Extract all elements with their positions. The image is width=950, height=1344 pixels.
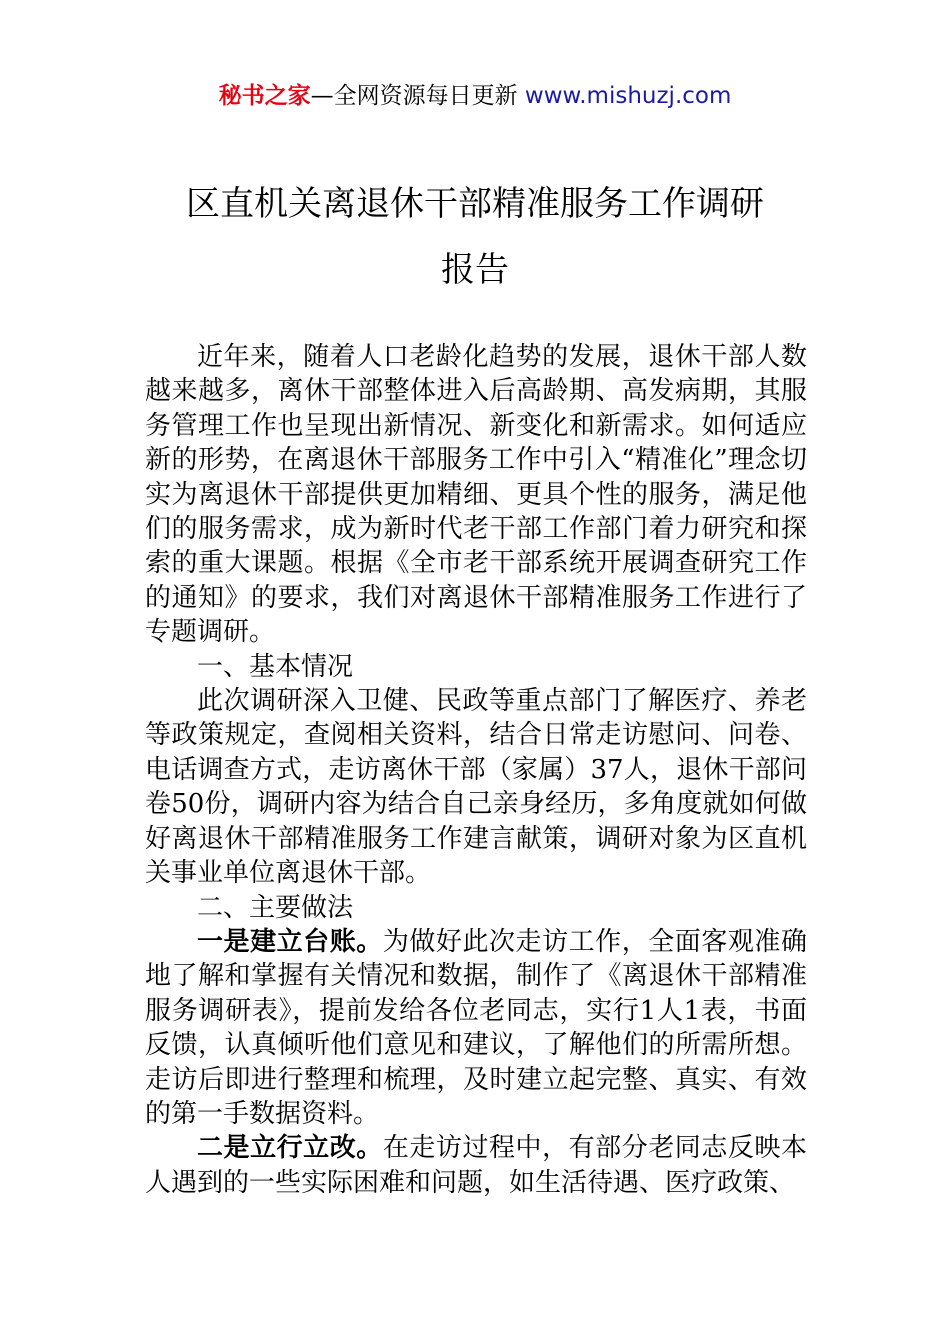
practice-point-2-lead: 二是立行立改。 — [197, 1133, 383, 1164]
document-body — [145, 340, 807, 1200]
header-brand: 秘书之家 — [218, 83, 311, 109]
site-header — [0, 80, 950, 112]
practice-point-1 — [145, 925, 807, 1131]
practice-point-2-text: 在走访过程中，有部分老同志反映本人遇到的一些实际困难和问题，如生活待遇、医疗政策、 — [145, 1133, 807, 1198]
section-heading-basic-situation: 一、基本情况 — [197, 651, 354, 682]
practice-point-2 — [145, 1131, 807, 1200]
document-title-line-2: 报告 — [441, 250, 509, 290]
section-heading-main-practices: 二、主要做法 — [197, 892, 354, 923]
header-tagline: —全网资源每日更新 — [310, 83, 518, 109]
basic-situation-paragraph: 此次调研深入卫健、民政等重点部门了解医疗、养老等政策规定，查阅相关资料，结合日常走访慰问、问卷、电话调查方式，走访离休干部（家属）37人，退休干部问卷50份，调研内容为结合自己亲身经历，多角度就如何做好离退休干部精准服务工作建言献策，调研对象为区直机关事业单位离退休干部。 — [145, 686, 807, 889]
document-title-line-1: 区直机关离退休干部精准服务工作调研 — [186, 184, 764, 224]
practice-point-1-text: 为做好此次走访工作，全面客观准确地了解和掌握有关情况和数据，制作了《离退休干部精准服务调研表》，提前发给各位老同志，实行1人1表，书面反馈，认真倾听他们意见和建议，了解他们的所需所想。走访后即进行整理和梳理，及时建立起完整、真实、有效的第一手数据资料。 — [145, 926, 807, 1129]
practice-point-1-lead: 一是建立台账。 — [197, 926, 383, 957]
intro-paragraph: 近年来，随着人口老龄化趋势的发展，退休干部人数越来越多，离休干部整体进入后高龄期、高发病期，其服务管理工作也呈现出新情况、新变化和新需求。如何适应新的形势，在离退休干部服务工作中引入“精准化”理念切实为离退休干部提供更加精细、更具个性的服务，满足他们的服务需求，成为新时代老干部工作部门着力研究和探索的重大课题。根据《全市老干部系统开展调查研究工作的通知》的要求，我们对离退休干部精准服务工作进行了专题调研。 — [145, 342, 807, 648]
header-site-url[interactable]: www.mishuzj.com — [524, 83, 732, 109]
